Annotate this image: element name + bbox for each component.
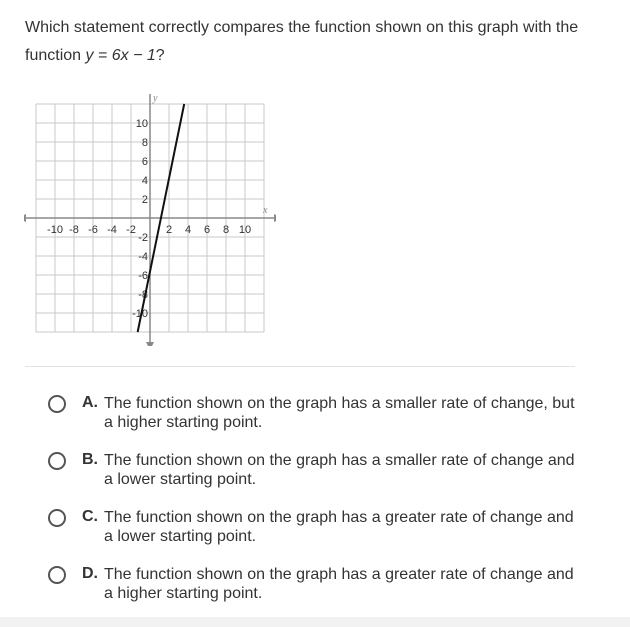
y-tick-label: -6 xyxy=(138,270,148,282)
answer-options xyxy=(48,393,588,621)
y-tick-label: 10 xyxy=(135,118,148,130)
option-d[interactable] xyxy=(48,564,588,621)
x-tick-label: 10 xyxy=(238,224,252,236)
x-axis-arrow-left xyxy=(24,214,26,222)
option-c-letter: C. xyxy=(82,508,98,525)
option-b-radio[interactable] xyxy=(48,452,66,470)
x-tick-label: -2 xyxy=(126,224,136,236)
y-tick-label: -8 xyxy=(138,289,148,301)
option-d-radio[interactable] xyxy=(48,566,66,584)
y-tick-label: 6 xyxy=(141,156,148,168)
graph-svg xyxy=(24,94,276,346)
x-axis-arrow-right xyxy=(274,214,276,222)
x-tick-label: 8 xyxy=(222,224,230,236)
option-c-radio[interactable] xyxy=(48,509,66,527)
question-prefix: Which statement correctly compares the function shown on this graph with the function xyxy=(25,19,579,64)
question-text xyxy=(25,14,605,70)
x-tick-label: -8 xyxy=(69,224,79,236)
y-axis-arrow-down xyxy=(146,342,154,346)
y-tick-label: -4 xyxy=(138,251,148,263)
option-c[interactable] xyxy=(48,507,588,564)
option-c-text: The function shown on the graph has a greater rate of change and a lower starting point. xyxy=(104,509,574,545)
y-tick-label: 2 xyxy=(141,194,148,206)
y-tick-label: -10 xyxy=(132,308,148,320)
question-equation: y = 6x − 1 xyxy=(85,47,156,64)
x-tick-label: -4 xyxy=(107,224,117,236)
option-d-text: The function shown on the graph has a greater rate of change and a higher starting point. xyxy=(104,566,574,602)
x-tick-label: -10 xyxy=(47,224,63,236)
option-a[interactable] xyxy=(48,393,588,450)
divider xyxy=(25,366,575,367)
y-axis-label: y xyxy=(153,94,158,105)
option-a-radio[interactable] xyxy=(48,395,66,413)
x-tick-label: 2 xyxy=(165,224,173,236)
option-a-letter: A. xyxy=(82,394,98,411)
option-b[interactable] xyxy=(48,450,588,507)
coordinate-graph xyxy=(24,94,276,346)
option-b-text: The function shown on the graph has a smaller rate of change and a lower starting point. xyxy=(104,452,575,488)
question-suffix: ? xyxy=(155,47,165,64)
option-b-letter: B. xyxy=(82,451,98,468)
x-tick-label: 4 xyxy=(184,224,192,236)
bottom-bar xyxy=(0,617,630,627)
x-tick-label: -6 xyxy=(88,224,98,236)
y-tick-label: -2 xyxy=(138,232,148,244)
option-a-text: The function shown on the graph has a smaller rate of change, but a higher starting point. xyxy=(104,395,575,431)
x-tick-label: 6 xyxy=(203,224,211,236)
option-d-letter: D. xyxy=(82,565,98,582)
y-tick-label: 4 xyxy=(141,175,148,187)
x-axis-label: x xyxy=(263,205,268,216)
y-tick-label: 8 xyxy=(141,137,148,149)
